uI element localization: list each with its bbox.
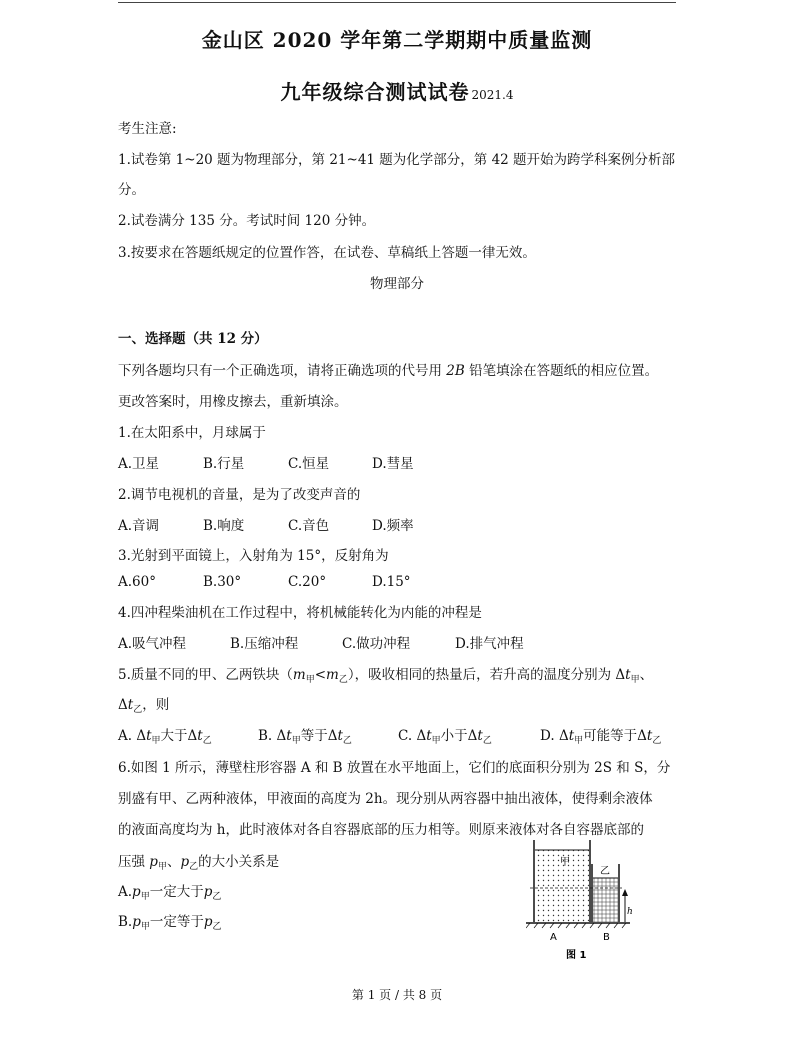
delta: Δ xyxy=(416,728,427,744)
q1-option-c: C.恒星 xyxy=(288,456,330,472)
q6-text-2: 的大小关系是 xyxy=(198,854,280,870)
instr-2b: 2B xyxy=(446,363,465,379)
opt-label: D. xyxy=(540,728,555,744)
p: p xyxy=(132,884,141,900)
delta: Δ xyxy=(276,728,287,744)
p: p xyxy=(149,854,158,870)
opt-label: A. xyxy=(118,884,133,900)
opt-label: B. xyxy=(258,728,273,744)
p: p xyxy=(180,854,190,870)
t: t xyxy=(197,728,203,744)
sub: 甲 xyxy=(431,736,441,746)
q3-stem: 3.光射到平面镜上，入射角为 15°，反射角为 xyxy=(118,548,389,564)
sub: 乙 xyxy=(212,892,222,902)
notice-item-1-cont: 分。 xyxy=(118,182,145,198)
label-h: h xyxy=(627,907,633,917)
label-yi: 乙 xyxy=(600,866,610,877)
word: 大于 xyxy=(160,728,188,744)
q5-option-d xyxy=(540,724,661,746)
q6-stem-line-4 xyxy=(118,850,279,872)
sub: 甲 xyxy=(151,736,161,746)
word: 小于 xyxy=(440,728,468,744)
q5-option-c xyxy=(398,724,492,746)
q6-option-a xyxy=(118,880,221,902)
q4-stem: 4.四冲程柴油机在工作过程中，将机械能转化为内能的冲程是 xyxy=(118,605,482,621)
delta: Δ xyxy=(467,728,478,744)
opt-label: C. xyxy=(398,728,413,744)
q5-sub-jia-2: 甲 xyxy=(630,675,640,685)
q5-sub-jia: 甲 xyxy=(305,675,315,685)
q5-t: t xyxy=(625,667,631,683)
delta: Δ xyxy=(327,728,338,744)
instr-text-2: 铅笔填涂在答题纸的相应位置。 xyxy=(464,363,659,379)
q6-option-b xyxy=(118,910,222,932)
q2-stem: 2.调节电视机的音量，是为了改变声音的 xyxy=(118,487,361,503)
sub: 甲 xyxy=(574,736,584,746)
q4-option-c: C.做功冲程 xyxy=(342,636,411,652)
q5-stem-cont xyxy=(118,693,169,715)
exam-date: 2021.4 xyxy=(471,88,514,102)
t: t xyxy=(646,728,653,744)
opt-label: A. xyxy=(118,728,133,744)
q3-option-c: C.20° xyxy=(288,574,327,590)
figure-caption: 图 1 xyxy=(566,950,587,961)
sub: 乙 xyxy=(202,736,212,746)
notice-item-2: 2.试卷满分 135 分。考试时间 120 分钟。 xyxy=(118,213,376,229)
notice-heading: 考生注意: xyxy=(118,121,177,137)
q4-option-d: D.排气冲程 xyxy=(455,636,524,652)
q2-option-a: A.音调 xyxy=(118,518,160,534)
word: 一定大于 xyxy=(149,884,204,900)
q5-stem xyxy=(118,663,653,685)
sub: 乙 xyxy=(212,922,222,932)
sub: 甲 xyxy=(291,736,301,746)
top-rule xyxy=(118,2,676,3)
delta: Δ xyxy=(558,728,569,744)
word: 等于 xyxy=(300,728,328,744)
q5-sub-yi-2: 乙 xyxy=(133,705,143,715)
delta: Δ xyxy=(637,728,647,744)
sub: 乙 xyxy=(482,736,492,746)
word: 可能等于 xyxy=(583,728,638,744)
q4-option-a: A.吸气冲程 xyxy=(118,636,187,652)
label-jia: 甲 xyxy=(560,857,570,868)
q5-text: 5.质量不同的甲、乙两铁块（ xyxy=(118,667,293,683)
p: p xyxy=(203,914,213,930)
notice-item-1: 1.试卷第 1~20 题为物理部分，第 21~41 题为化学部分，第 42 题开始为跨学科案例分析部 xyxy=(118,152,676,168)
q1-option-a: A.卫星 xyxy=(118,456,160,472)
instructions-line-2: 更改答案时，用橡皮擦去，重新填涂。 xyxy=(118,394,348,410)
t: t xyxy=(477,728,483,744)
q5-lt: < xyxy=(314,667,327,683)
exam-subtitle xyxy=(0,76,794,105)
t: t xyxy=(426,728,432,744)
h-arrow-head xyxy=(622,889,628,896)
instr-text: 下列各题均只有一个正确选项，请将正确选项的代号用 xyxy=(118,363,447,379)
q5-delta: Δ xyxy=(615,667,626,683)
sub: 甲 xyxy=(140,892,150,902)
q1-option-d: D.彗星 xyxy=(372,456,414,472)
q5-m-yi: m xyxy=(326,667,339,683)
q6-stem-line-2: 别盛有甲、乙两种液体，甲液面的高度为 2h。现分别从两容器中抽出液体，使得剩余液体 xyxy=(118,791,653,807)
q1-option-b: B.行星 xyxy=(203,456,245,472)
q2-option-b: B.响度 xyxy=(203,518,245,534)
subtitle-text: 九年级综合测试试卷 xyxy=(280,80,470,104)
t: t xyxy=(146,728,152,744)
figure-1-containers xyxy=(526,838,636,968)
comma: 、 xyxy=(166,854,181,870)
q5-text-2: ），吸收相同的热量后，若升高的温度分别为 xyxy=(347,667,616,683)
section-title: 物理部分 xyxy=(370,276,424,292)
t: t xyxy=(337,728,343,744)
delta: Δ xyxy=(187,728,198,744)
q6-stem-line-1: 6.如图 1 所示，薄壁柱形容器 A 和 B 放置在水平地面上，它们的底面积分别为 2S 和 S，分 xyxy=(118,760,671,776)
notice-item-3: 3.按要求在答题纸规定的位置作答，在试卷、草稿纸上答题一律无效。 xyxy=(118,245,536,261)
q5-delta-2: Δ xyxy=(118,697,128,713)
sub: 乙 xyxy=(189,862,199,872)
q2-option-c: C.音色 xyxy=(288,518,330,534)
word: 一定等于 xyxy=(149,914,204,930)
sub: 乙 xyxy=(342,736,352,746)
sub: 甲 xyxy=(157,862,167,872)
instructions-line-1 xyxy=(118,359,658,379)
page-footer: 第 1 页 / 共 8 页 xyxy=(351,988,443,1002)
q5-option-b xyxy=(258,724,352,746)
part-heading: 一、选择题（共 12 分） xyxy=(118,331,268,347)
q5-option-a xyxy=(118,724,212,746)
p: p xyxy=(132,914,141,930)
q2-option-d: D.频率 xyxy=(372,518,414,534)
q1-stem: 1.在太阳系中，月球属于 xyxy=(118,425,266,441)
t: t xyxy=(286,728,292,744)
p: p xyxy=(203,884,213,900)
q3-option-a: A.60° xyxy=(118,574,156,590)
liquid-yi xyxy=(593,878,618,922)
q5-sub-yi: 乙 xyxy=(338,675,348,685)
q5-m-jia: m xyxy=(292,667,306,683)
label-b: B xyxy=(603,932,610,943)
q4-option-b: B.压缩冲程 xyxy=(230,636,299,652)
t: t xyxy=(568,728,575,744)
q6-stem-line-3: 的液面高度均为 h，此时液体对各自容器底部的压力相等。则原来液体对各自容器底部的 xyxy=(118,822,644,838)
q5-text-3: ，则 xyxy=(142,697,170,713)
container-a xyxy=(534,840,590,922)
sub: 甲 xyxy=(140,922,150,932)
q6-text: 压强 xyxy=(118,854,150,870)
q5-comma: 、 xyxy=(639,667,654,683)
opt-label: B. xyxy=(118,914,133,930)
label-a: A xyxy=(550,932,557,943)
delta: Δ xyxy=(136,728,147,744)
q3-option-b: B.30° xyxy=(203,574,242,590)
exam-title: 金山区 2020 学年第二学期期中质量监测 xyxy=(201,28,593,52)
q3-option-d: D.15° xyxy=(372,574,411,590)
sub: 乙 xyxy=(652,736,662,746)
q5-t-2: t xyxy=(127,697,134,713)
